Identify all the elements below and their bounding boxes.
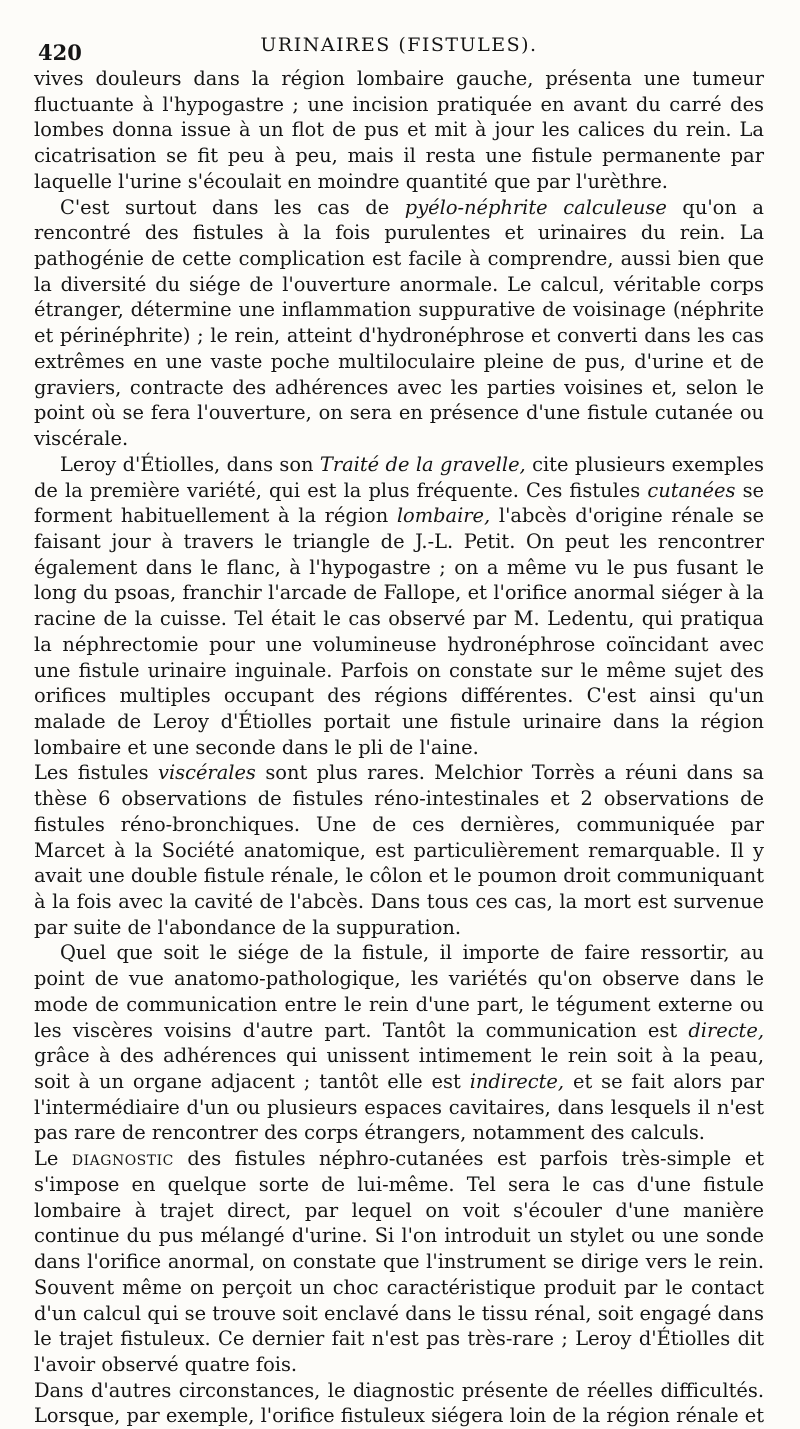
- text-run: C'est surtout dans les cas de: [60, 195, 405, 219]
- italic-text: pyélo-néphrite calculeuse: [404, 195, 667, 219]
- text-run: vives douleurs dans la région lombaire gauche, présenta une tumeur fluctuante à l'hypogastre ; une incision pratiquée en avant du carré des lombes donna issue à un flot de pus et mit à jour les calices du rein. La cicatrisation se fit peu à peu, mais il resta une fistule permanente par laquelle l'urine s'écoulait en moindre quantité que par l'urèthre.: [34, 67, 764, 193]
- italic-text: cutanées: [647, 478, 736, 502]
- paragraph: [34, 940, 764, 1146]
- text-run: sont plus rares. Melchior Torrès a réuni dans sa thèse 6 observations de fistules réno-intestinales et 2 observations de fistules réno-bronchiques. Une de ces dernières, communiquée par Marcet à la Société anatomique, est particulièrement remarquable. Il y avait une double fistule rénale, le côlon et le poumon droit communiquant à la fois avec la cavité de l'abcès. Dans tous ces cas, la mort est survenue par suite de l'abondance de la suppuration.: [34, 761, 764, 939]
- paragraph: [34, 1378, 764, 1429]
- italic-text: Traité de la gravelle,: [319, 452, 526, 476]
- body-text: [34, 66, 764, 1429]
- text-run: Quel que soit le siége de la fistule, il importe de faire ressortir, au point de vue anatomo-pathologique, les variétés qu'on observe dans le mode de communication entre le rein d'une part, le tégument externe ou les viscères voisins d'autre part. Tantôt la communication est: [34, 941, 764, 1042]
- text-run: l'abcès d'origine rénale se faisant jour à travers le triangle de J.-L. Petit. On peut les rencontrer également dans le flanc, à l'hypogastre ; on a même vu le pus fusant le long du psoas, franchir l'arcade de Fallope, et l'orifice anormal siéger à la racine de la cuisse. Tel était le cas observé par M. Ledentu, qui pratiqua la néphrectomie pour une volumineuse hydronéphrose coïncidant avec une fistule urinaire inguinale. Parfois on constate sur le même sujet des orifices multiples occupant des régions différentes. C'est ainsi qu'un malade de Leroy d'Étiolles portait une fistule urinaire dans la région lombaire et une seconde dans le pli de l'aine.: [34, 504, 764, 759]
- text-run: Dans d'autres circonstances, le diagnostic présente de réelles difficultés. Lorsque, par exemple, l'orifice fistuleux siégera loin de la région rénale et: [34, 1378, 764, 1428]
- paragraph: [34, 66, 764, 195]
- paragraph: [34, 452, 764, 761]
- text-run: Le: [34, 1147, 72, 1171]
- text-run: se forment habituellement à la région: [34, 478, 764, 528]
- page-number: 420: [38, 40, 82, 65]
- text-run: Les fistules: [34, 761, 158, 785]
- text-run: qu'on a rencontré des fistules à la fois purulentes et urinaires du rein. La pathogénie de cette complication est facile à comprendre, aussi bien que la diversité du siége de l'ouverture anormale. Le calcul, véritable corps étranger, détermine une inflammation suppurative de voisinage (néphrite et périnéphrite) ; le rein, atteint d'hydronéphrose et converti dans les cas extrêmes en une vaste poche multiloculaire pleine de pus, d'urine et de graviers, contracte des adhérences avec les parties voisines et, selon le point où se fera l'ouverture, on sera en présence d'une fistule cutanée ou viscérale.: [34, 195, 764, 451]
- page-header: [34, 30, 764, 65]
- text-run: grâce à des adhérences qui unissent intimement le rein soit à la peau, soit à un organe adjacent ; tantôt elle est: [34, 1044, 764, 1094]
- paragraph: [34, 195, 764, 452]
- smallcaps-text: diagnostic: [71, 1147, 174, 1171]
- paragraph: [34, 760, 764, 940]
- running-head: URINAIRES (FISTULES).: [260, 34, 538, 56]
- italic-text: viscérales: [157, 761, 256, 785]
- italic-text: lombaire,: [396, 504, 491, 528]
- text-run: des fistules néphro-cutanées est parfois très-simple et s'impose en quelque sorte de lui-même. Tel sera le cas d'une fistule lombaire à trajet direct, par lequel on voit s'écouler d'une manière continue du pus mélangé d'urine. Si l'on introduit un stylet ou une sonde dans l'orifice anormal, on constate que l'instrument se dirige vers le rein. Souvent même on perçoit un choc caractéristique produit par le contact d'un calcul qui se trouve soit enclavé dans le tissu rénal, soit engagé dans le trajet fistuleux. Ce dernier fait n'est pas très-rare ; Leroy d'Étiolles dit l'avoir observé quatre fois.: [34, 1147, 765, 1376]
- italic-text: indirecte,: [469, 1070, 565, 1094]
- text-run: Leroy d'Étiolles, dans son: [60, 452, 320, 476]
- paragraph: [34, 1146, 764, 1377]
- italic-text: directe,: [688, 1018, 764, 1042]
- text-run: cite plusieurs exemples de la première variété, qui est la plus fréquente. Ces fistules: [34, 452, 764, 502]
- text-run: et se fait alors par l'intermédiaire d'un ou plusieurs espaces cavitaires, dans lesquels il n'est pas rare de rencontrer des corps étrangers, notamment des calculs.: [34, 1070, 764, 1145]
